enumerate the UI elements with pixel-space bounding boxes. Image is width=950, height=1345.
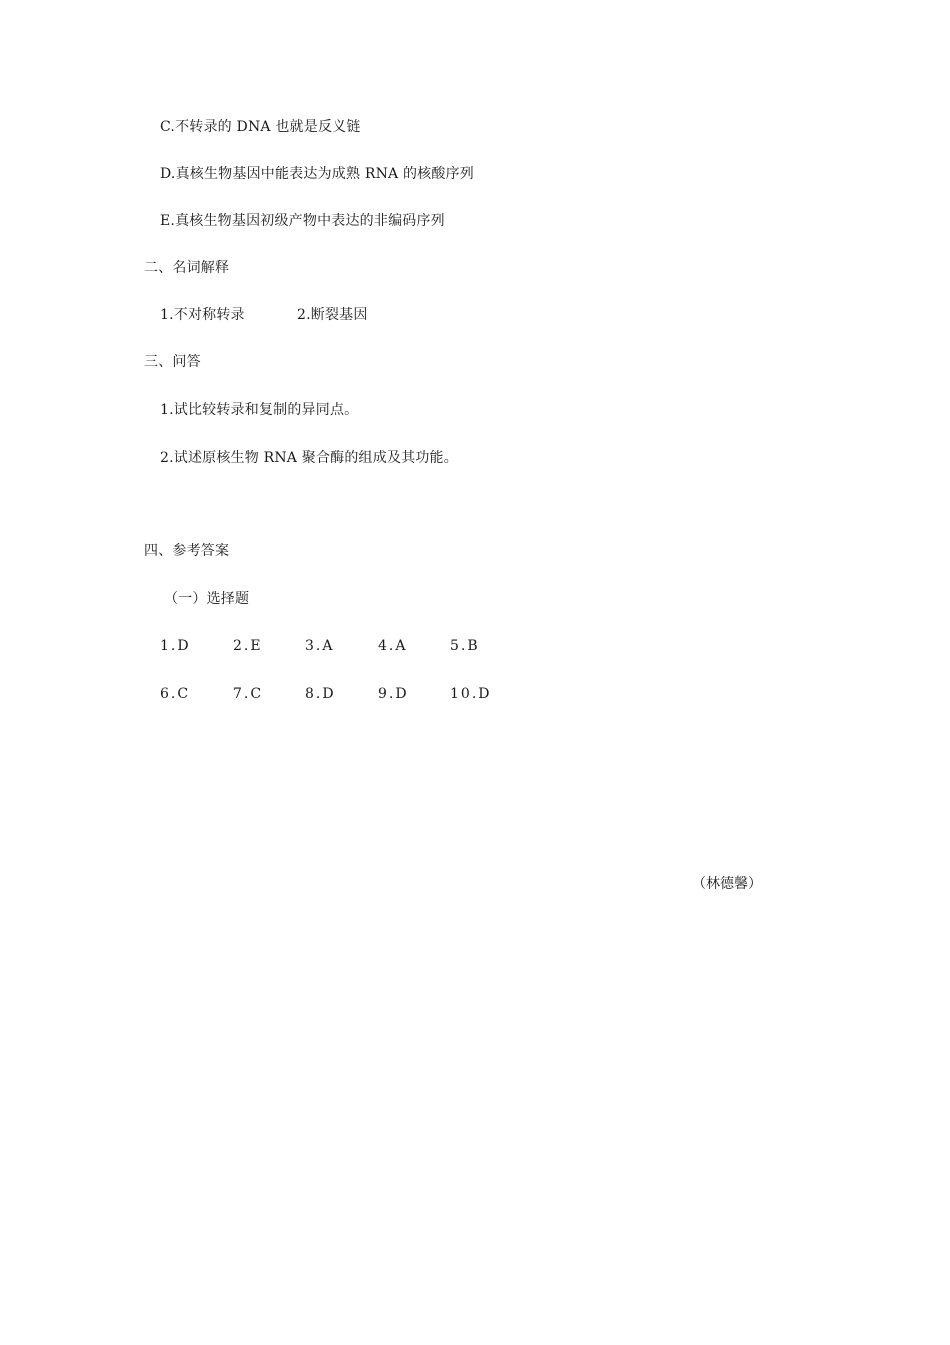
term-2: 2.断裂基因 — [297, 307, 368, 323]
option-e: E.真核生物基因初级产物中表达的非编码序列 — [160, 213, 445, 229]
answer-item: 7.C — [233, 686, 264, 702]
question-1: 1.试比较转录和复制的异同点。 — [160, 402, 359, 418]
answer-item: 6.C — [160, 686, 191, 702]
answer-item: 5.B — [450, 638, 480, 654]
answer-item: 9.D — [378, 686, 409, 702]
option-c: C.不转录的 DNA 也就是反义链 — [160, 119, 361, 135]
section-heading-answers: 四、参考答案 — [144, 543, 230, 559]
answer-item: 1.D — [160, 638, 191, 654]
term-1: 1.不对称转录 — [160, 307, 245, 323]
option-d: D.真核生物基因中能表达为成熟 RNA 的核酸序列 — [160, 166, 474, 182]
question-2: 2.试述原核生物 RNA 聚合酶的组成及其功能。 — [160, 450, 458, 466]
section-heading-terms: 二、名词解释 — [144, 260, 230, 276]
answer-item: 4.A — [378, 638, 408, 654]
answer-item: 10.D — [450, 686, 492, 702]
answer-item: 3.A — [305, 638, 335, 654]
sub-heading-choice: （一）选择题 — [164, 591, 250, 607]
section-heading-questions: 三、问答 — [144, 354, 201, 370]
answer-item: 2.E — [233, 638, 263, 654]
answer-item: 8.D — [305, 686, 336, 702]
author-signature: （林德馨） — [692, 876, 762, 892]
